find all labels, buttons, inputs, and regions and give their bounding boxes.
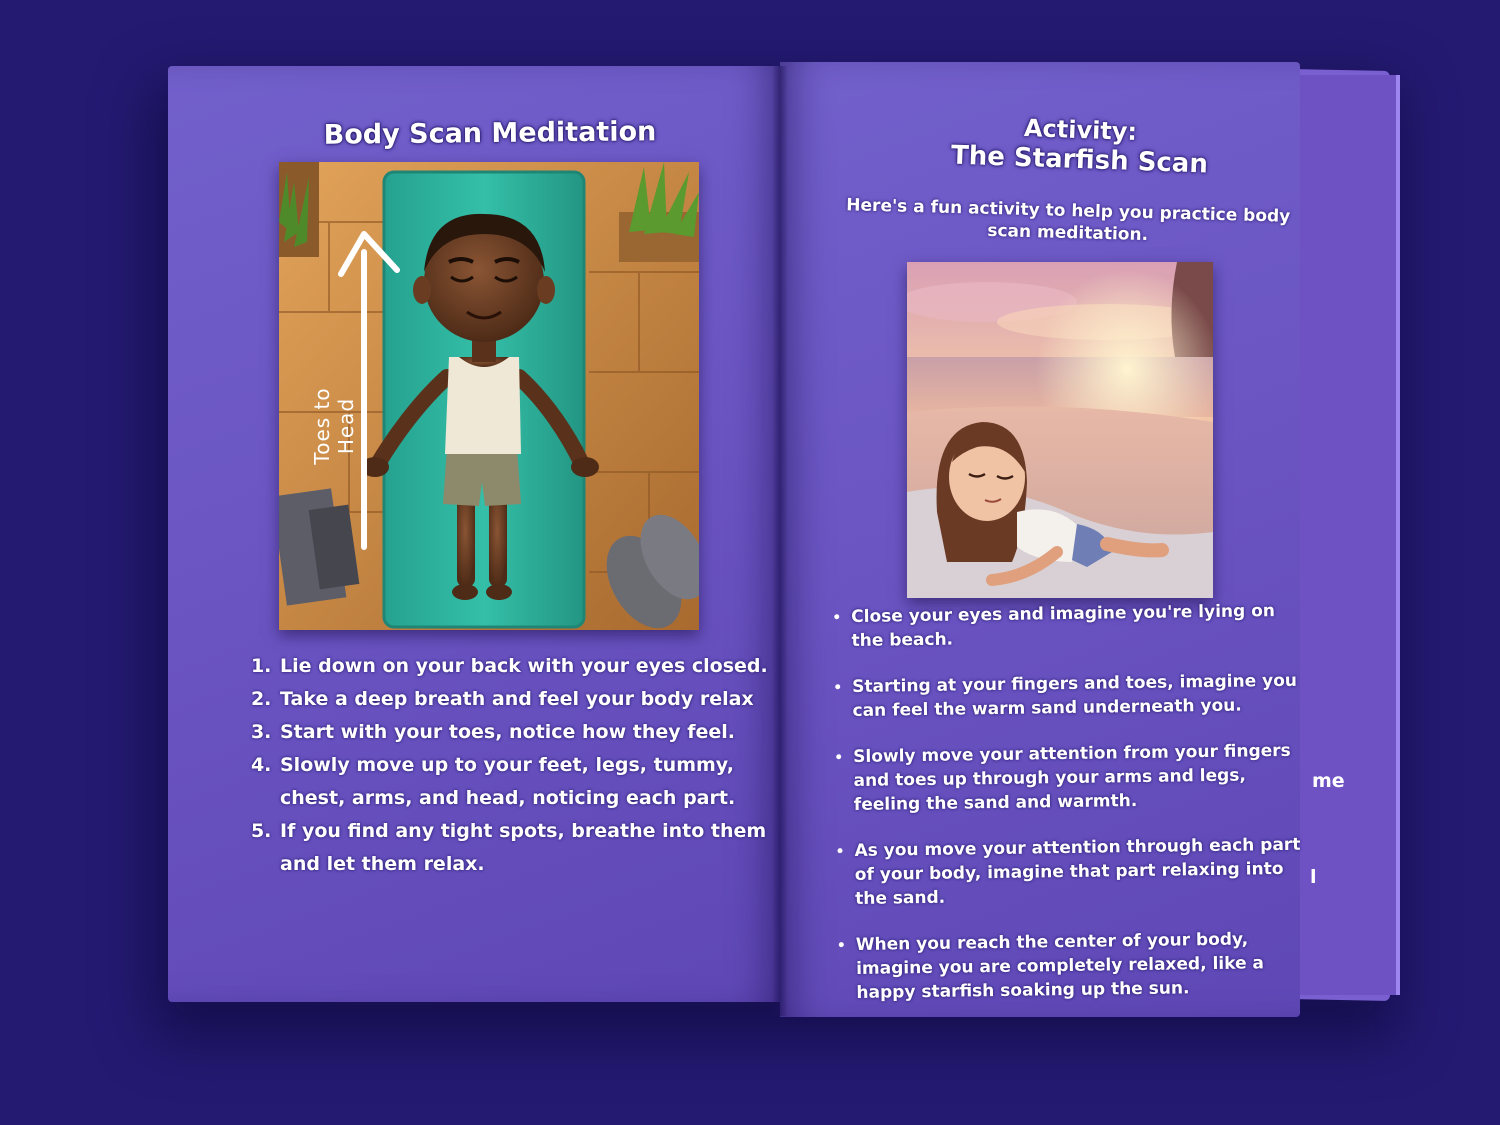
left-page-title: Body Scan Meditation xyxy=(323,116,657,151)
meditation-illustration xyxy=(279,162,699,630)
beach-illustration xyxy=(907,262,1213,598)
right-page-title xyxy=(929,110,1231,180)
list-item: • Starting at your fingers and toes, imagine you can feel the warm sand underneath you. xyxy=(852,669,1303,723)
title-line: Activity: xyxy=(1023,114,1138,146)
list-item: • As you move your attention through each part of your body, imagine that part relaxing into the sand. xyxy=(854,833,1305,911)
steps-list xyxy=(250,650,778,881)
list-item: • Close your eyes and imagine you're lying on the beach. xyxy=(851,599,1302,653)
list-item: • Slowly move your attention from your fingers and toes up through your arms and legs, feeling the sand and warmth. xyxy=(853,739,1304,817)
list-item: 1. Lie down on your back with your eyes closed. xyxy=(278,650,778,683)
book-gutter xyxy=(772,66,788,1016)
back-page-text-fragment: me xyxy=(1312,770,1345,792)
list-item: 5. If you find any tight spots, breathe into them and let them relax. xyxy=(278,815,778,881)
activity-bullets xyxy=(829,599,1307,1028)
back-page xyxy=(1300,75,1400,995)
list-item: • When you reach the center of your body, imagine you are completely relaxed, like a happy starfish soaking up the sun. xyxy=(856,927,1307,1005)
list-item: 2. Take a deep breath and feel your body relax xyxy=(278,683,778,716)
list-item: 4. Slowly move up to your feet, legs, tummy, chest, arms, and head, noticing each part. xyxy=(278,749,778,815)
activity-intro: Here's a fun activity to help you practice body scan meditation. xyxy=(846,195,1291,246)
back-page-text-fragment: l xyxy=(1310,866,1317,888)
list-item: 3. Start with your toes, notice how they feel. xyxy=(278,716,778,749)
arrow-label: Toes to Head xyxy=(310,387,358,465)
title-line: The Starfish Scan xyxy=(950,140,1209,180)
